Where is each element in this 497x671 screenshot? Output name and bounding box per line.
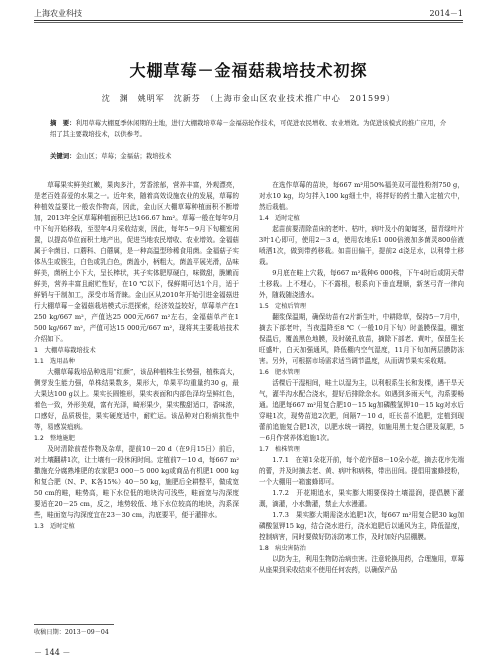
body-paragraph: 大棚草莓栽培品种选用“红颜”，该品种植株生长势强，植株高大，侧芽发生能力强，单株结果数多，果形大，单果平均重量约30 g，最大果达100 g以上。果实长圆锥形，果实表面和内部色泽均呈鲜红色，着色一致，外形美观，富有光泽，畸形果少，果实酸甜适口，香味浓，口感好，品质极佳，果实硬度适中，耐贮运。该品种对白粉病抗性中等，易感炭疽病。 — [34, 368, 239, 431]
journal-name: 上海农业科技 — [34, 9, 82, 18]
body-paragraph: 活棵后干湿相间，畦土以湿为主，以利根系生长和发棵，遇干旱天气，灌半沟水配合浇水，提好后排除余水。如遇到多雨天气，沟系要畅通。追肥每667 m²用复合肥10－15 kg加磷酸氢钾10－15 kg对水后穿畦1次，现势苗追2次肥，间隔7－10 d，旺长苗不追肥，定植到现蕾前追施复合肥1次，以肥水统一调控，如施用黑土复合肥及氮肥，5－6月作营养体追施1次。 — [259, 379, 464, 442]
subsection-heading: 1.1 选用品种 — [34, 358, 75, 365]
body-paragraph: 1.7.2 开花期追水，果实膨大期要保持土壤湿润，提倡膜下灌溉，滴灌，小水勤灌，禁止大水漫灌。 — [259, 489, 464, 508]
subsection-heading: 1.8 病虫害防治 — [259, 545, 306, 552]
keywords-text: 金山区；草莓；金福菇；栽培技术 — [75, 152, 172, 160]
abstract — [50, 118, 447, 140]
right-column — [259, 180, 464, 576]
received-date: 收稿日期：2013－09－04 — [34, 629, 109, 636]
subsection-heading: 1.4 适时定植 — [259, 215, 300, 222]
keywords-label: 关键词： — [50, 152, 76, 160]
body-paragraph: 在选作草莓的苗块，每667 m²用50%福美双可湿性粉剂750 g，对水10 kg，均匀拌入100 kg细土中，将拌好的药土撒入定植穴中，然后栽植。 — [259, 181, 464, 211]
article-authors: 沈 渊 姚明军 沈新芬 （上海市金山区农业技术推广中心 201599） — [101, 94, 396, 103]
running-header — [34, 8, 463, 19]
subsection-heading: 1.6 肥水管理 — [259, 369, 300, 376]
footnote-rule — [34, 624, 114, 625]
issue-number: 2014－1 — [429, 9, 463, 18]
left-column — [34, 180, 239, 532]
header-rule — [34, 20, 463, 21]
abstract-label: 摘 要： — [50, 119, 76, 127]
subsection-heading: 1.5 定植后管理 — [259, 303, 306, 310]
page-number: － 144 － — [34, 648, 71, 657]
body-paragraph: 起苗前要清除苗床的老叶、枯叶，病叶及小的匍匐茎，留青绿叶片3叶1心即可，使用2－3 d，使用农地乐1 000倍液加多菌灵800倍液喷洒1次，做到带药移栽。如苗田偏干，提前2 d浇足水，以利带土移栽。 — [259, 225, 464, 266]
article-title: 大棚草莓－金福菇栽培技术初探 — [129, 61, 368, 80]
body-paragraph: 及时清除前茬作物及杂草，提前10－20 d（在9月15日）前后，对土壤翻耕1次，让土壤有一段休闲时间。定植前7－10 d，每667 m²撒施充分腐熟堆肥的农家肥3 000－5 000 kg或商品有机肥1 000 kg和复合肥（N、P、K各15%）40－50 kg，施肥后全耕整平，做成宽50 cm的畦，畦势高，畦下水位低的地块沟可浅些，畦面宽与沟深度要适在20－25 cm，反之，地势较低、地下水位较高的地块，沟系深些，畦面宽与沟深度宜在23－30 cm，沟底要平，便于灌排水。 — [34, 445, 239, 519]
subsection-heading: 1.2 整地施肥 — [34, 435, 75, 442]
keywords — [50, 151, 447, 162]
section-heading: 1 大棚草莓栽培技术 — [34, 346, 96, 354]
subsection-heading: 1.7 植株管理 — [259, 446, 300, 453]
body-paragraph: 1.7.1 在第1朵花开前，每个花序留8－10朵小花，摘去花序先端的蕾，并及时摘去老、黄、病叶和病株，带出田间。提倡用蜜蜂授粉，一个大棚用一箱蜜蜂即可。 — [259, 456, 464, 486]
body-paragraph: 9月底在畦上穴栽，每667 m²栽种6 000株，下午4时后或阴天带土移栽。上不埋心，下不露根，根系向下垂直理顺，新茎弓背一律向外，随栽随浇透水。 — [259, 269, 464, 299]
subsection-heading: 1.3 适时定植 — [34, 523, 75, 530]
body-paragraph: 翻浆保温期，确保幼苗有2片新生叶，中耕除草，保持5－7月中，摘去下部老叶，当夜温降至8 ℃（一般10月下旬）时盖膜保温，棚室保温后，覆盖黑色地膜，及时破孔放苗，摘除下部老、黄叶，保留生长旺盛叶，白天加强通风，降低棚内空气湿度，11月下旬加两层膜防冻害。另外，可根据市场需求适当调节温度，从而调节果实采收期。 — [259, 313, 464, 365]
abstract-text: 利用草莓大棚夏季休闲期的土地，进行大棚栽培草莓－金福菇轮作技术，可促进农民增收、农业增效。为促进该模式的推广应用，介绍了其主要栽培技术，以供参考。 — [50, 119, 447, 138]
body-paragraph: 1.7.3 果实膨大期需浇水追肥1次，每667 m²用复合肥30 kg加磷酸氢钾15 kg，结合浇水进行，浇水追肥后以通风为主，降低湿度，控制病害，同时要做好防冻防寒工作，及时加好内层棚膜。 — [259, 511, 464, 541]
header-rule-thin — [34, 22, 463, 23]
body-paragraph: 草莓果实鲜美红嫩，果肉多汁，芳香浓郁，营养丰富，外观漂亮，是老百姓喜爱的水果之一。近年来，随着高效设施农业的发展，草莓的种植效益要比一般农作物高，因此，金山区大棚草莓种植面积不断增加，2013年全区草莓种植面积已达166.67 hm²。草莓一般在每年9月中下旬开始移栽，至翌年4月采收结束，因此，每年5－9月下旬棚室闲置，以提高单位面积土地产出，促进当地农民增收、农业增效。金福菇属于伞菌目、口蘑科、白蘑属，是一种高温型珍稀食用菌。金福菇子实体丛生或簇生，白色或乳白色，菌盖小，柄粗大，菌盖平展光滑，品味鲜美，菌柄上小下大，呈长棒状，其子实体肥厚硬白，味微甜，脆嫩而鲜美，营养丰富且耐贮性好，在10 ℃以下，保鲜期可达1个月，适于鲜销与干制加工，深受市场青睐。金山区从2010年开始引进金福菇进行大棚草莓－金福菇栽培模式示范探索，经济效益较好，草莓单产在1 250 kg/667 m²，产值达25 000元/667 m²左右，金福菇单产在1 500 kg/667 m²，产值可达15 000元/667 m²，现将其主要栽培技术介绍如下。 — [34, 181, 239, 343]
body-paragraph: 以防为主，利用生物防治病虫害。注意轮换用药，合理施用，草莓从座果到采收结束不使用任何农药，以确保产品 — [259, 555, 464, 574]
